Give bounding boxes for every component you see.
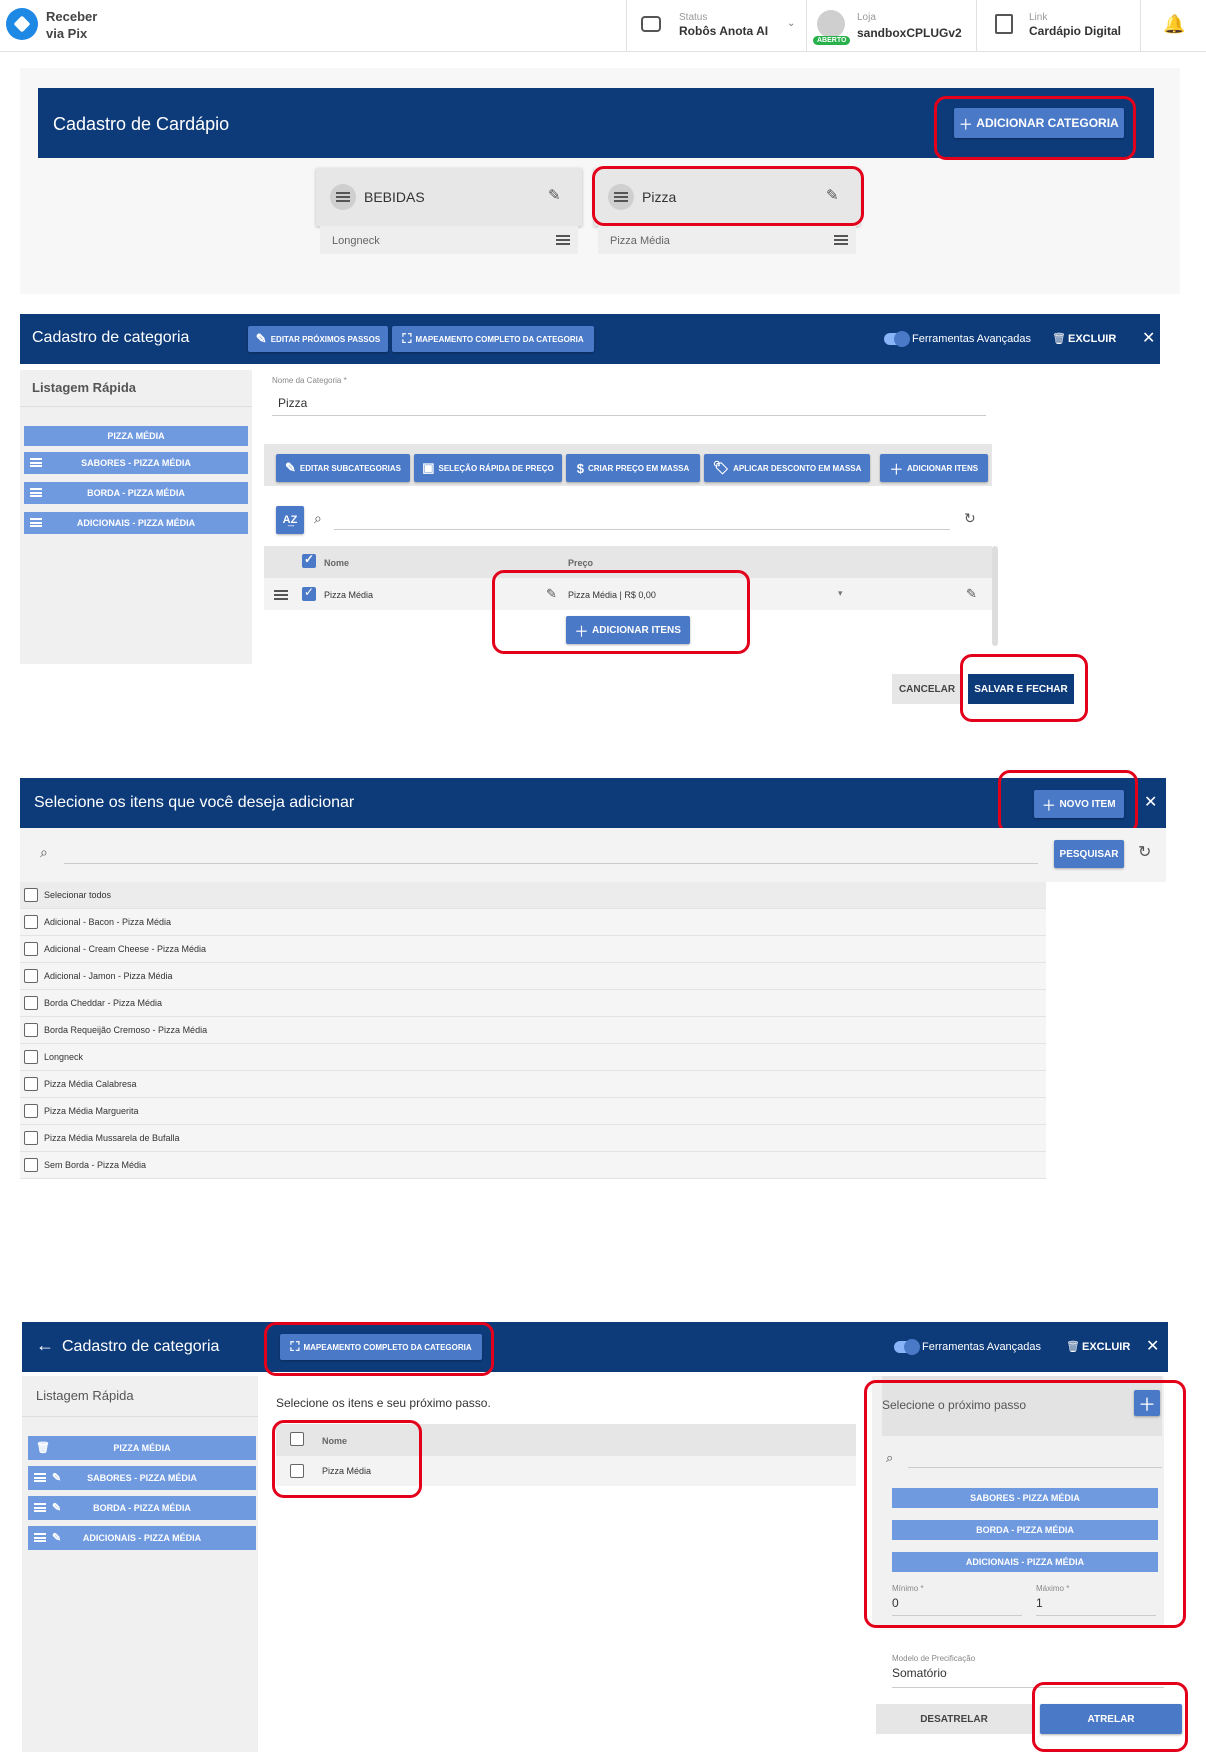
item-label: Pizza Média Calabresa bbox=[44, 1079, 137, 1089]
next-step-search-input[interactable] bbox=[908, 1446, 1162, 1468]
column-name-header: Nome bbox=[324, 558, 350, 568]
pricing-model-select[interactable]: Somatório bbox=[892, 1666, 1164, 1688]
column-name-header: Nome bbox=[322, 1436, 348, 1446]
storefront-icon bbox=[995, 14, 1013, 34]
pencil-icon[interactable]: ✎ bbox=[52, 1502, 62, 1514]
cancel-button[interactable]: CANCELAR bbox=[892, 674, 962, 704]
chevron-down-icon[interactable]: ⌄ bbox=[787, 18, 796, 29]
side-item-label: ADICIONAIS - PIZZA MÉDIA bbox=[82, 1533, 202, 1543]
dialog-title: Cadastro de categoria bbox=[32, 329, 190, 346]
top-bar bbox=[0, 0, 1206, 52]
column-price-header: Preço bbox=[568, 558, 594, 568]
fullscreen-icon: ⛶ bbox=[290, 1339, 300, 1354]
quick-list-panel bbox=[22, 1376, 258, 1752]
list-item[interactable] bbox=[20, 1125, 1046, 1152]
item-checkbox[interactable] bbox=[24, 1104, 38, 1118]
edit-next-steps-button[interactable] bbox=[248, 326, 388, 352]
trash-icon[interactable]: 🗑 bbox=[36, 1442, 50, 1454]
trash-icon[interactable]: 🗑 bbox=[1066, 1341, 1080, 1353]
delete-button[interactable]: EXCLUIR bbox=[1082, 1341, 1131, 1353]
row-item-name: Pizza Média bbox=[324, 590, 374, 600]
link-label: Link bbox=[1029, 12, 1048, 23]
next-step-label: SABORES - PIZZA MÉDIA bbox=[970, 1493, 1080, 1503]
category-card-bebidas[interactable] bbox=[316, 168, 582, 226]
divider bbox=[20, 406, 252, 407]
notifications-section[interactable] bbox=[1140, 0, 1206, 52]
dropdown-arrow-icon[interactable]: ▾ bbox=[838, 588, 843, 598]
drag-handle-icon[interactable] bbox=[30, 458, 42, 467]
bulk-discount-button[interactable] bbox=[704, 454, 870, 482]
category-name: Pizza bbox=[642, 189, 677, 205]
drag-handle-icon[interactable] bbox=[34, 1533, 46, 1542]
delete-button[interactable]: EXCLUIR bbox=[1068, 333, 1117, 345]
item-label: Sem Borda - Pizza Média bbox=[44, 1160, 147, 1170]
next-step-title: Selecione o próximo passo bbox=[882, 1398, 1027, 1412]
category-edit-header bbox=[20, 314, 1160, 364]
category-name: BEBIDAS bbox=[364, 189, 425, 205]
next-step-sabores[interactable] bbox=[892, 1488, 1158, 1508]
maximum-label: Máximo * bbox=[1036, 1584, 1070, 1593]
side-item-borda[interactable] bbox=[28, 1496, 256, 1520]
dollar-icon: $ bbox=[576, 460, 584, 476]
item-checkbox[interactable] bbox=[24, 1023, 38, 1037]
close-icon[interactable]: ✕ bbox=[1142, 330, 1156, 347]
edit-subcategories-button[interactable] bbox=[276, 454, 410, 482]
side-item-pizza-media[interactable] bbox=[24, 426, 248, 446]
next-step-borda[interactable] bbox=[892, 1520, 1158, 1540]
full-mapping-label: MAPEAMENTO COMPLETO DA CATEGORIA bbox=[415, 334, 584, 344]
side-item-adicionais[interactable] bbox=[24, 512, 248, 534]
dialog-title: Cadastro de categoria bbox=[62, 1338, 220, 1355]
pencil-icon[interactable]: ✎ bbox=[52, 1532, 62, 1544]
search-icon: ⌕ bbox=[40, 844, 48, 860]
full-mapping-button[interactable] bbox=[280, 1334, 482, 1360]
list-item[interactable] bbox=[20, 936, 1046, 963]
status-section[interactable] bbox=[626, 0, 806, 52]
select-all-checkbox[interactable] bbox=[290, 1432, 304, 1446]
back-arrow-icon[interactable]: ← bbox=[36, 1335, 54, 1355]
table-row[interactable] bbox=[276, 1456, 856, 1486]
item-checkbox[interactable] bbox=[24, 1131, 38, 1145]
store-icon bbox=[817, 10, 845, 38]
select-all-label: Selecionar todos bbox=[44, 890, 112, 900]
fullscreen-icon: ⛶ bbox=[402, 331, 412, 346]
page-title: Cadastro de Cardápio bbox=[53, 114, 230, 134]
table-row[interactable] bbox=[264, 578, 992, 610]
select-all-row[interactable] bbox=[20, 882, 1046, 909]
drag-handle-icon[interactable] bbox=[34, 1473, 46, 1482]
pencil-icon[interactable]: ✎ bbox=[52, 1472, 62, 1484]
row-item-price[interactable]: Pizza Média | R$ 0,00 bbox=[568, 590, 656, 600]
link-value: Cardápio Digital bbox=[1029, 24, 1122, 38]
pencil-icon: ✎ bbox=[255, 331, 267, 346]
plus-icon: ＋ bbox=[1042, 797, 1056, 813]
item-checkbox[interactable] bbox=[24, 942, 38, 956]
scrollbar[interactable] bbox=[992, 546, 998, 646]
add-items-toolbar-button[interactable] bbox=[880, 454, 988, 482]
close-icon[interactable]: ✕ bbox=[1146, 1338, 1160, 1355]
quick-list-title: Listagem Rápida bbox=[36, 1388, 134, 1403]
edit-next-steps-label: EDITAR PRÓXIMOS PASSOS bbox=[270, 334, 381, 344]
store-label: Loja bbox=[857, 12, 876, 23]
list-item[interactable] bbox=[20, 1044, 1046, 1071]
close-icon[interactable]: ✕ bbox=[1144, 794, 1158, 811]
list-item[interactable] bbox=[20, 990, 1046, 1017]
menu-header bbox=[38, 88, 1154, 158]
side-item-label: PIZZA MÉDIA bbox=[113, 1443, 171, 1453]
refresh-icon[interactable]: ↻ bbox=[1138, 844, 1152, 861]
maximum-input[interactable]: 1 bbox=[1036, 1596, 1156, 1616]
drag-handle-icon[interactable] bbox=[34, 1503, 46, 1512]
status-label: Status bbox=[679, 12, 708, 23]
category-name-label: Nome da Categoria * bbox=[272, 376, 347, 385]
price-tag-icon: ▣ bbox=[422, 460, 435, 475]
side-item-sabores[interactable] bbox=[28, 1466, 256, 1490]
add-items-toolbar-label: ADICIONAR ITENS bbox=[906, 463, 979, 473]
item-label: Borda Cheddar - Pizza Média bbox=[44, 998, 163, 1008]
item-checkbox[interactable] bbox=[24, 915, 38, 929]
advanced-tools-toggle[interactable] bbox=[884, 333, 908, 345]
item-label: Longneck bbox=[44, 1052, 84, 1062]
side-item-label: BORDA - PIZZA MÉDIA bbox=[93, 1503, 191, 1513]
category-map-header bbox=[22, 1322, 1168, 1372]
item-label: Adicional - Jamon - Pizza Média bbox=[44, 971, 173, 981]
row-checkbox[interactable] bbox=[302, 587, 316, 601]
plus-icon: ＋ bbox=[959, 116, 973, 132]
select-all-checkbox[interactable] bbox=[24, 888, 38, 902]
dialog-title: Selecione os itens que você deseja adicionar bbox=[34, 794, 355, 811]
edit-pencil-icon[interactable]: ✎ bbox=[548, 187, 561, 204]
items-table-header bbox=[276, 1424, 856, 1456]
plus-icon: ＋ bbox=[575, 623, 589, 639]
side-item-label: SABORES - PIZZA MÉDIA bbox=[81, 458, 191, 468]
search-input[interactable] bbox=[64, 842, 1038, 864]
list-item[interactable] bbox=[20, 909, 1046, 936]
list-item[interactable] bbox=[20, 1098, 1046, 1125]
advanced-tools-toggle[interactable] bbox=[894, 1341, 918, 1353]
add-category-button[interactable] bbox=[954, 108, 1124, 138]
item-label: Adicional - Bacon - Pizza Média bbox=[44, 917, 172, 927]
item-label: Adicional - Cream Cheese - Pizza Média bbox=[44, 944, 207, 954]
minimum-input[interactable]: 0 bbox=[892, 1596, 1022, 1616]
item-checkbox[interactable] bbox=[24, 996, 38, 1010]
drag-handle-icon[interactable] bbox=[330, 184, 356, 210]
link-section[interactable] bbox=[976, 0, 1140, 52]
side-item-label: ADICIONAIS - PIZZA MÉDIA bbox=[76, 518, 196, 528]
items-search-input[interactable] bbox=[334, 506, 950, 530]
plus-icon: ＋ bbox=[889, 461, 903, 477]
item-label: Borda Requeijão Cremoso - Pizza Média bbox=[44, 1025, 208, 1035]
search-icon: ⌕ bbox=[314, 510, 322, 526]
item-name: Pizza Média bbox=[610, 235, 670, 247]
advanced-tools-label: Ferramentas Avançadas bbox=[912, 333, 1032, 345]
new-item-button[interactable] bbox=[1034, 790, 1124, 818]
add-items-button[interactable] bbox=[566, 616, 690, 644]
drag-handle-icon[interactable] bbox=[556, 235, 570, 245]
select-items-header bbox=[20, 778, 1166, 828]
list-item[interactable] bbox=[20, 1152, 1046, 1179]
side-item-adicionais[interactable] bbox=[28, 1526, 256, 1550]
category-name-input[interactable]: Pizza bbox=[272, 396, 986, 416]
full-mapping-button[interactable] bbox=[392, 326, 594, 352]
next-step-panel bbox=[872, 1376, 1164, 1626]
search-button[interactable]: PESQUISAR bbox=[1054, 840, 1124, 868]
bulk-discount-label: APLICAR DESCONTO EM MASSA bbox=[733, 463, 862, 473]
add-category-label: ADICIONAR CATEGORIA bbox=[976, 116, 1119, 130]
bulk-price-button[interactable] bbox=[566, 454, 700, 482]
item-name: Longneck bbox=[332, 235, 380, 247]
side-item-pizza-media[interactable] bbox=[28, 1436, 256, 1460]
category-card-pizza[interactable] bbox=[594, 168, 860, 226]
item-checkbox[interactable] bbox=[24, 1050, 38, 1064]
store-section[interactable] bbox=[806, 0, 976, 52]
minimum-label: Mínimo * bbox=[892, 1584, 924, 1593]
list-item[interactable] bbox=[20, 1017, 1046, 1044]
drag-handle-icon[interactable] bbox=[608, 184, 634, 210]
quick-price-label: SELEÇÃO RÁPIDA DE PREÇO bbox=[438, 463, 554, 473]
item-checkbox[interactable] bbox=[24, 1158, 38, 1172]
edit-pencil-icon[interactable]: ✎ bbox=[826, 187, 839, 204]
side-item-borda[interactable] bbox=[24, 482, 248, 504]
side-item-sabores[interactable] bbox=[24, 452, 248, 474]
edit-pencil-icon[interactable]: ✎ bbox=[966, 586, 977, 601]
add-items-label: ADICIONAR ITENS bbox=[592, 624, 681, 636]
next-step-adicionais[interactable] bbox=[892, 1552, 1158, 1572]
side-item-label: SABORES - PIZZA MÉDIA bbox=[87, 1473, 197, 1483]
brand-label[interactable]: Receber via Pix bbox=[46, 9, 98, 41]
side-item-label: PIZZA MÉDIA bbox=[107, 431, 165, 441]
category-item-row[interactable] bbox=[598, 226, 856, 254]
instruction-text: Selecione os itens e seu próximo passo. bbox=[276, 1396, 491, 1410]
divider bbox=[22, 1416, 258, 1417]
advanced-tools-label: Ferramentas Avançadas bbox=[922, 1341, 1042, 1353]
edit-pencil-icon[interactable]: ✎ bbox=[546, 586, 557, 601]
refresh-icon[interactable]: ↻ bbox=[964, 510, 976, 526]
unlink-button[interactable]: DESATRELAR bbox=[876, 1704, 1032, 1734]
drag-handle-icon[interactable] bbox=[834, 235, 848, 245]
tag-icon: 🏷 bbox=[712, 460, 730, 475]
robot-icon bbox=[641, 16, 661, 32]
link-button[interactable]: ATRELAR bbox=[1040, 1704, 1182, 1734]
drag-handle-icon[interactable] bbox=[30, 518, 42, 527]
full-mapping-label: MAPEAMENTO COMPLETO DA CATEGORIA bbox=[303, 1342, 472, 1352]
store-value: sandboxCPLUGv2 bbox=[857, 26, 962, 40]
quick-price-button[interactable] bbox=[414, 454, 562, 482]
items-table-header bbox=[264, 546, 992, 578]
add-next-step-button[interactable]: ＋ bbox=[1134, 1390, 1160, 1416]
store-status-badge: ABERTO bbox=[813, 36, 850, 45]
row-item-name: Pizza Média bbox=[322, 1466, 372, 1476]
list-item[interactable] bbox=[20, 963, 1046, 990]
pencil-icon: ✎ bbox=[285, 460, 296, 475]
pricing-model-label: Modelo de Precificação bbox=[892, 1654, 976, 1663]
search-bar bbox=[20, 828, 1166, 882]
search-icon: ⌕ bbox=[886, 1450, 894, 1465]
trash-icon[interactable]: 🗑 bbox=[1052, 333, 1066, 345]
status-value: Robôs Anota AI bbox=[679, 24, 769, 38]
item-checkbox[interactable] bbox=[24, 1077, 38, 1091]
drag-handle-icon[interactable] bbox=[30, 488, 42, 497]
bell-icon[interactable]: 🔔 bbox=[1163, 14, 1186, 34]
next-step-label: ADICIONAIS - PIZZA MÉDIA bbox=[965, 1557, 1085, 1567]
drag-handle-icon[interactable] bbox=[274, 590, 288, 600]
bulk-price-label: CRIAR PREÇO EM MASSA bbox=[587, 463, 690, 473]
quick-list-title: Listagem Rápida bbox=[32, 380, 137, 395]
item-label: Pizza Média Mussarela de Bufalla bbox=[44, 1133, 180, 1143]
edit-subcategories-label: EDITAR SUBCATEGORIAS bbox=[299, 463, 401, 473]
sort-az-icon[interactable]: A͢Z bbox=[276, 506, 304, 534]
next-step-label: BORDA - PIZZA MÉDIA bbox=[976, 1525, 1074, 1535]
list-item[interactable] bbox=[20, 1071, 1046, 1098]
item-label: Pizza Média Marguerita bbox=[44, 1106, 139, 1116]
category-item-row[interactable] bbox=[320, 226, 578, 254]
save-close-button[interactable]: SALVAR E FECHAR bbox=[968, 674, 1074, 704]
pix-logo-icon[interactable] bbox=[6, 8, 38, 40]
item-checkbox[interactable] bbox=[24, 969, 38, 983]
side-item-label: BORDA - PIZZA MÉDIA bbox=[87, 488, 185, 498]
row-checkbox[interactable] bbox=[290, 1464, 304, 1478]
select-all-checkbox[interactable] bbox=[302, 554, 316, 568]
new-item-label: NOVO ITEM bbox=[1059, 798, 1116, 810]
